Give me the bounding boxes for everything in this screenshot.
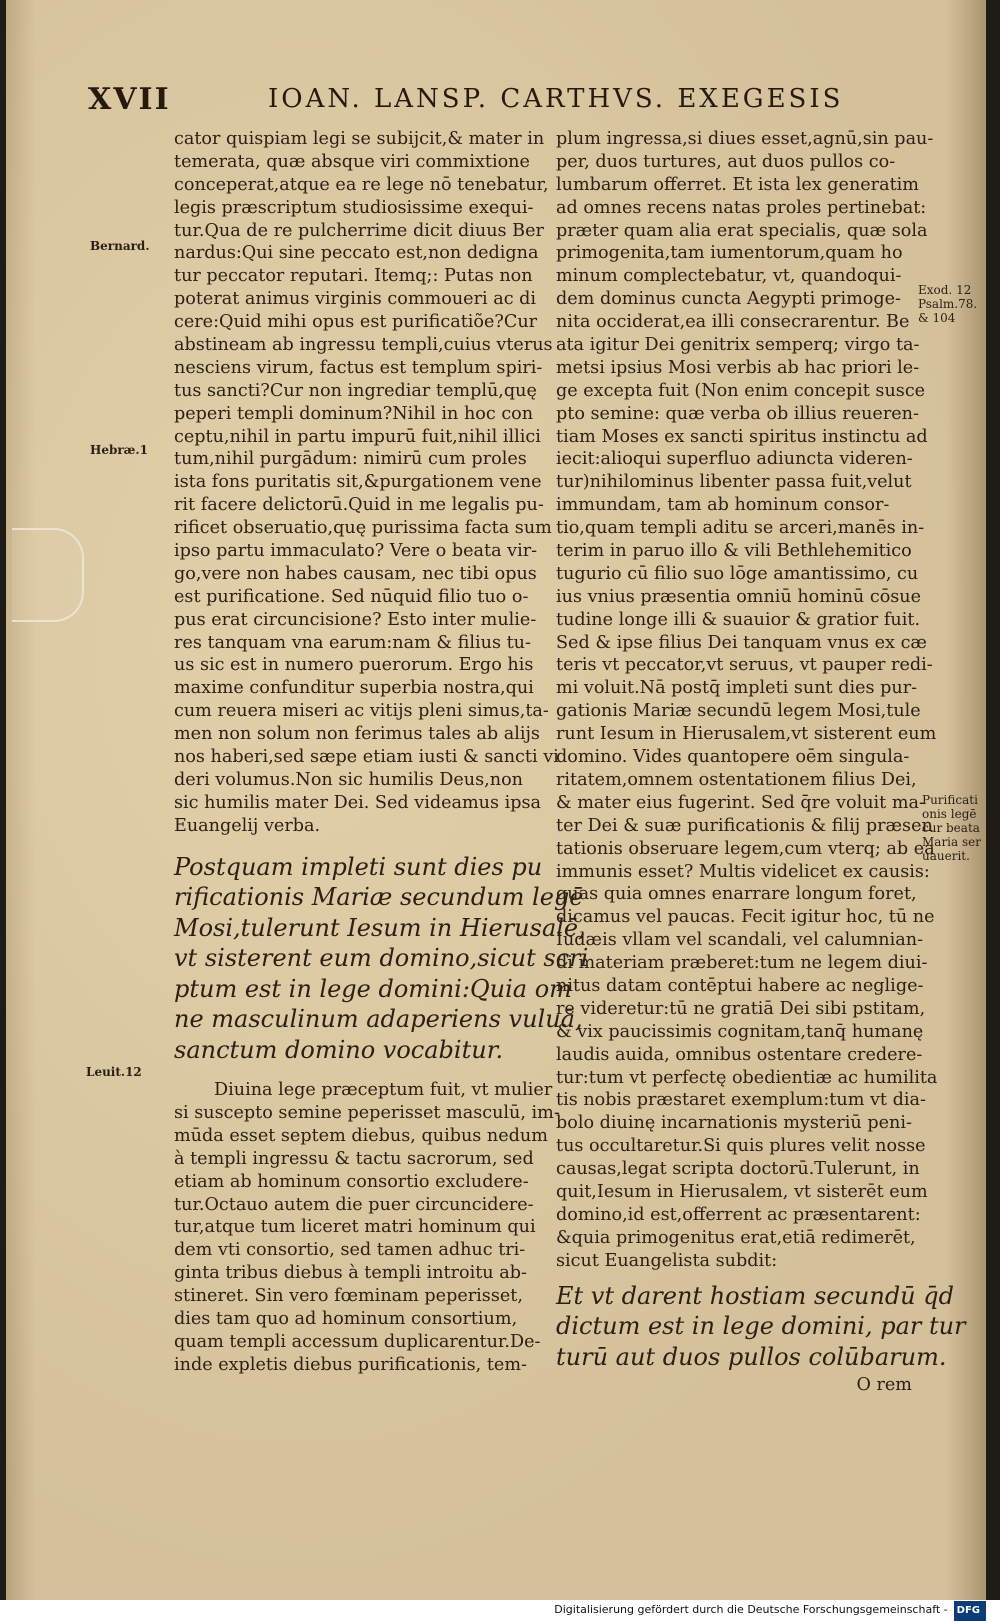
text-line: cere:Quid mihi opus est purificatiõe?Cur	[174, 312, 538, 333]
text-line: cum reuera miseri ac vitijs pleni simus,ta-	[174, 701, 549, 722]
text-line: si suscepto semine peperisset masculū, im-	[174, 1103, 560, 1123]
text-line: rit facere delictorū.Quid in me legalis pu-	[174, 495, 544, 516]
text-line: mi voluit.Nā postq̄ impleti sunt dies pur-	[556, 678, 918, 699]
text-line: rificet obseruatio,quę purissima facta sum	[174, 518, 552, 539]
text-line: tur:tum vt perfectę obedientiæ ac humilita	[556, 1067, 938, 1088]
lemma-line: ne masculinum adaperiens vuluā,	[174, 1005, 583, 1034]
text-line: stineret. Sin vero fœminam peperisset,	[174, 1286, 523, 1307]
text-line: mūda esset septem diebus, quibus nedum	[174, 1125, 548, 1146]
text-line: à templi ingressu & tactu sacrorum, sed	[174, 1148, 534, 1169]
text-line: dem vti consortio, sed tamen adhuc tri-	[174, 1240, 526, 1261]
text-line: teris vt peccator,vt seruus, vt pauper redi-	[556, 655, 933, 676]
text-line: poterat animus virginis commoueri ac di	[174, 289, 537, 310]
text-line: tis nobis præstaret exemplum:tum vt dia-	[556, 1090, 926, 1111]
text-line: est purificatione. Sed nūquid filio tuo o-	[174, 586, 529, 607]
text-line: men non solum non ferimus tales ab alijs	[174, 724, 540, 745]
text-line: tio,quam templi aditu se arceri,manēs in-	[556, 518, 925, 539]
text-line: re videretur:tū ne gratiā Dei sibi pstitam,	[556, 998, 926, 1019]
digitization-footer	[0, 1600, 1000, 1620]
margin-note-bernard: Bernard.	[90, 239, 150, 253]
margin-note-purif-3: cur beata	[922, 821, 980, 835]
text-line: ata igitur Dei genitrix semperq; virgo ta-	[556, 335, 920, 356]
page-header	[88, 82, 844, 122]
text-line: deri volumus.Non sic humilis Deus,non	[174, 769, 524, 790]
book-page	[6, 0, 986, 1600]
lemma-line: Postquam impleti sunt dies pu	[174, 852, 543, 881]
text-line: dicamus vel paucas. Fecit igitur hoc, tū ne	[556, 907, 935, 928]
right-lemma	[556, 1281, 966, 1373]
text-line: laudis auida, omnibus ostentare credere-	[556, 1044, 923, 1065]
lemma-line: rificationis Mariæ secundum legē	[174, 883, 584, 912]
text-line: primogenita,tam iumentorum,quam ho	[556, 243, 903, 264]
text-line: pto semine: quæ verba ob illius reueren-	[556, 403, 919, 424]
catchword: O rem	[856, 1375, 912, 1396]
text-line: abstineam ab ingressu templi,cuius vterus	[174, 335, 553, 356]
page-tab-mark	[12, 528, 84, 622]
text-line: Iudæis vllam vel scandali, vel calumnian-	[556, 930, 924, 951]
margin-note-exod-2: Psalm.78.	[918, 297, 978, 311]
text-line: tur.Octauo autem die puer circuncidere-	[174, 1194, 534, 1215]
text-line: ceptu,nihil in partu impurū fuit,nihil illici	[174, 426, 541, 447]
text-line: ista fons puritatis sit,&purgationem vene	[174, 472, 542, 493]
text-line: tur)nihilominus libenter passa fuit,velut	[556, 472, 912, 493]
text-line: tur.Qua de re pulcherrime dicit diuus Ber	[174, 220, 544, 241]
text-line: runt Iesum in Hierusalem,vt sisterent eum	[556, 724, 937, 745]
left-column	[174, 128, 589, 1377]
text-line: go,vere non habes causam, nec tibi opus	[174, 563, 537, 584]
text-line: immundam, tam ab hominum consor-	[556, 495, 890, 516]
running-title: IOAN. LANSP. CARTHVS. EXEGESIS	[268, 84, 844, 114]
margin-note-exod-3: & 104	[918, 311, 956, 325]
text-line: domino. Vides quantopere oēm singula-	[556, 747, 910, 768]
text-line: peperi templi dominum?Nihil in hoc con	[174, 403, 534, 424]
text-line: pus erat circuncisione? Esto inter mulie-	[174, 609, 537, 630]
text-line: conceperat,atque ea re lege nō tenebatur,	[174, 174, 549, 195]
text-line: ge excepta fuit (Non enim concepit susce	[556, 380, 926, 401]
text-line: temerata, quæ absque viri commixtione	[174, 151, 530, 172]
text-line: minum complectebatur, vt, quandoqui-	[556, 266, 902, 287]
text-line: nos haberi,sed sæpe etiam iusti & sancti vi	[174, 747, 559, 768]
margin-note-purif-4: Maria ser	[922, 835, 981, 849]
text-line: tationis obseruare legem,cum vterq; ab ea	[556, 838, 935, 859]
text-line: dies tam quo ad hominum consortium,	[174, 1309, 518, 1330]
text-line: tugurio cū filio suo lōge amantissimo, cu	[556, 563, 919, 584]
text-line: ginta tribus diebus à templi introitu ab-	[174, 1263, 527, 1284]
text-line: & vix paucissimis cognitam,tanq̄ humanę	[556, 1021, 924, 1042]
text-line: gationis Mariæ secundū legem Mosi,tule	[556, 701, 921, 722]
text-line: tudine longe illi & suauior & gratior fuit.	[556, 609, 921, 630]
lemma-line: ptum est in lege domini:Quia om	[174, 974, 572, 1003]
dfg-logo: DFG	[954, 1601, 986, 1621]
text-line: quam templi accessum duplicarentur.De-	[174, 1331, 541, 1352]
text-line: tiam Moses ex sancti spiritus instinctu ad	[556, 426, 928, 447]
left-paragraph-2	[174, 1079, 560, 1377]
text-line: Diuina lege præceptum fuit, vt mulier	[214, 1080, 553, 1101]
text-line: ad omnes recens natas proles pertinebat:	[556, 197, 927, 218]
lemma-line: Mosi,tulerunt Iesum in Hierusalē,	[174, 913, 586, 942]
text-line: etiam ab hominum consortio excludere-	[174, 1171, 529, 1192]
text-line: & mater eius fugerint. Sed q̄re voluit ma-	[556, 792, 925, 813]
text-line: quas quia omnes enarrare longum foret,	[556, 884, 917, 905]
text-line: dem dominus cuncta Aegypti primoge-	[556, 289, 901, 310]
text-line: nita occiderat,ea illi consecrarentur. Be	[556, 312, 910, 333]
text-line: ius vnius præsentia omniū hominū cōsue	[556, 586, 922, 607]
text-line: inde expletis diebus purificationis, tem-	[174, 1354, 527, 1375]
text-line: immunis esset? Multis videlicet ex causis:	[556, 861, 930, 882]
text-line: domino,id est,offerrent ac præsentarent:	[556, 1204, 921, 1225]
text-line: ipso partu immaculato? Vere o beata vir-	[174, 541, 538, 562]
text-line: Sed & ipse filius Dei tanquam vnus ex cæ	[556, 632, 927, 653]
text-line: tus sancti?Cur non ingrediar templū,quę	[174, 380, 537, 401]
margin-note-leuit: Leuit.12	[86, 1065, 142, 1079]
text-line: nesciens virum, factus est templum spiri-	[174, 357, 543, 378]
margin-note-purif-1: Purificati	[922, 793, 978, 807]
left-paragraph-1	[174, 128, 559, 838]
text-line: per, duos turtures, aut duos pullos co-	[556, 151, 896, 172]
text-line: sicut Euangelista subdit:	[556, 1250, 778, 1271]
lemma-line: sanctum domino vocabitur.	[174, 1035, 504, 1064]
text-line: maxime confunditur superbia nostra,qui	[174, 678, 534, 699]
text-line: tur peccator reputari. Itemq;: Putas non	[174, 266, 533, 287]
footer-text: Digitalisierung gefördert durch die Deutsche Forschungsgemeinschaft -	[554, 1603, 948, 1616]
folio-number: XVII	[88, 82, 171, 117]
text-line: tum,nihil purgādum: nimirū cum proles	[174, 449, 527, 470]
lemma-line: turū aut duos pullos colūbarum.	[556, 1342, 947, 1371]
text-line: ter Dei & suæ purificationis & filij præsen	[556, 815, 933, 836]
text-line: tur,atque tum liceret matri hominum qui	[174, 1217, 536, 1238]
text-line: tus occultaretur.Si quis plures velit nosse	[556, 1136, 926, 1157]
text-line: Euangelij verba.	[174, 815, 321, 836]
lemma-line: Et vt darent hostiam secundū q̄d	[556, 1281, 954, 1310]
lemma-line: dictum est in lege domini, par tur	[556, 1312, 966, 1341]
text-line: cator quispiam legi se subijcit,& mater in	[174, 129, 545, 149]
margin-note-exod-1: Exod. 12	[918, 283, 972, 297]
text-line: nitus datam contēptui habere ac neglige-	[556, 975, 924, 996]
text-line: causas,legat scripta doctorū.Tulerunt, in	[556, 1159, 920, 1180]
text-line: sic humilis mater Dei. Sed videamus ipsa	[174, 792, 542, 813]
margin-note-purif-5: uauerit.	[922, 849, 970, 863]
text-line: quit,Iesum in Hierusalem, vt sisterēt eum	[556, 1181, 928, 1202]
text-line: legis præscriptum studiosissime exequi-	[174, 197, 534, 218]
text-line: res tanquam vna earum:nam & filius tu-	[174, 632, 531, 653]
margin-note-purif-2: onis legē	[922, 807, 977, 821]
text-line: di materiam præberet:tum ne legem diui-	[556, 953, 928, 974]
lemma-line: vt sisterent eum domino,sicut scri	[174, 944, 589, 973]
text-line: terim in paruo illo & vili Bethlehemitico	[556, 541, 912, 562]
text-line: iecit:alioqui superfluo adiuncta videren-	[556, 449, 913, 470]
text-line: præter quam alia erat specialis, quæ sola	[556, 220, 928, 241]
margin-note-hebr: Hebræ.1	[90, 443, 148, 457]
text-line: bolo diuinę incarnationis mysteriū peni-	[556, 1113, 912, 1134]
left-lemma	[174, 852, 589, 1066]
text-line: &quia primogenitus erat,etiā redimerēt,	[556, 1227, 916, 1248]
text-line: nardus:Qui sine peccato est,non dedigna	[174, 243, 539, 264]
text-line: lumbarum offerret. Et ista lex generatim	[556, 174, 919, 195]
text-line: metsi ipsius Mosi verbis ab hac priori le-	[556, 357, 920, 378]
text-line: us sic est in numero puerorum. Ergo his	[174, 655, 534, 676]
text-line: plum ingressa,si diues esset,agnū,sin pau-	[556, 129, 934, 149]
text-line: ritatem,omnem ostentationem filius Dei,	[556, 769, 917, 790]
